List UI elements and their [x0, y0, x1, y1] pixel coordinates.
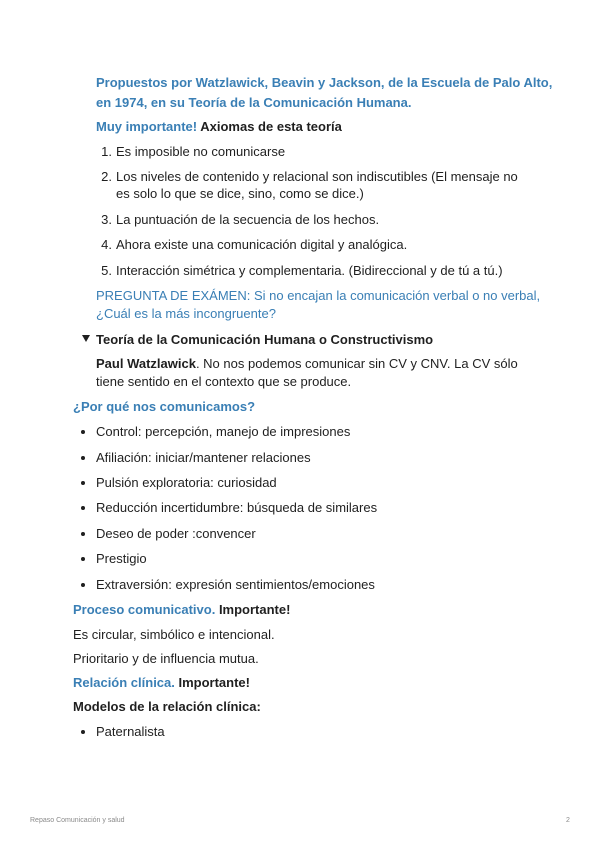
clinical-important: Importante!: [174, 675, 250, 690]
toggle-body-line-1: [96, 355, 518, 372]
intro-line-1: Propuestos por Watzlawick, Beavin y Jackson, de la Escuela de Palo Alto,: [96, 75, 553, 90]
axiom-item: [101, 262, 503, 279]
axiom-text: Ahora existe una comunicación digital y analógica.: [116, 237, 408, 252]
list-item-text: Paternalista: [96, 724, 165, 739]
list-item: [96, 525, 256, 542]
axiom-item: [101, 236, 408, 253]
process-line-2: Prioritario y de influencia mutua.: [73, 651, 259, 666]
bullet-icon: [81, 430, 85, 434]
toggle-body-line-2: tiene sentido en el contexto que se produce.: [96, 374, 352, 389]
process-important: Importante!: [215, 602, 291, 617]
models-heading: Modelos de la relación clínica:: [73, 699, 261, 714]
list-item: [96, 723, 165, 740]
axiom-text: Es imposible no comunicarse: [116, 144, 286, 159]
axiom-item: [101, 143, 286, 160]
toggle-author: Paul Watzlawick: [96, 356, 196, 371]
axiom-text-cont: es solo lo que se dice, sino, como se dice.): [116, 186, 364, 201]
list-item-text: Control: percepción, manejo de impresiones: [96, 424, 351, 439]
axiom-text: La puntuación de la secuencia de los hechos.: [116, 212, 380, 227]
list-item-text: Extraversión: expresión sentimientos/emociones: [96, 577, 375, 592]
page-number: 2: [566, 817, 570, 824]
bullet-icon: [81, 557, 85, 561]
axiom-number: 4.: [101, 237, 112, 252]
axioms-heading: [96, 118, 342, 135]
list-item: [96, 474, 277, 491]
axioms-title: Axiomas de esta teoría: [197, 119, 342, 134]
bullet-icon: [81, 532, 85, 536]
list-item: [96, 499, 377, 516]
list-item-text: Deseo de poder :convencer: [96, 526, 256, 541]
bullet-icon: [81, 506, 85, 510]
list-item: [96, 550, 147, 567]
axiom-item: [101, 211, 380, 228]
intro-line-2: en 1974, en su Teoría de la Comunicación Humana.: [96, 95, 412, 110]
process-heading-label: Proceso comunicativo.: [73, 602, 216, 617]
list-item: [96, 449, 311, 466]
bullet-icon: [81, 730, 85, 734]
list-item-text: Reducción incertidumbre: búsqueda de similares: [96, 500, 378, 515]
process-heading: [73, 601, 290, 618]
bullet-icon: [81, 481, 85, 485]
axiom-text: Los niveles de contenido y relacional son indiscutibles (El mensaje no: [116, 169, 518, 184]
clinical-heading-label: Relación clínica.: [73, 675, 175, 690]
toggle-text: . No nos podemos comunicar sin CV y CNV. La CV sólo: [195, 356, 518, 371]
axiom-number: 3.: [101, 212, 112, 227]
why-heading: ¿Por qué nos comunicamos?: [73, 399, 256, 414]
clinical-heading: [73, 674, 250, 691]
exam-question-line-1: PREGUNTA DE EXÁMEN: Si no encajan la comunicación verbal o no verbal,: [96, 288, 541, 303]
toggle-header[interactable]: [96, 331, 433, 348]
list-item: [96, 576, 375, 593]
axiom-number: 2.: [101, 169, 112, 184]
list-item-text: Pulsión exploratoria: curiosidad: [96, 475, 277, 490]
list-item-text: Prestigio: [96, 551, 147, 566]
axiom-number: 1.: [101, 144, 112, 159]
bullet-icon: [81, 456, 85, 460]
triangle-down-icon[interactable]: [82, 335, 90, 342]
important-label: Muy importante!: [96, 119, 198, 134]
list-item: [96, 423, 350, 440]
list-item-text: Afiliación: iniciar/mantener relaciones: [96, 450, 311, 465]
exam-question-line-2: ¿Cuál es la más incongruente?: [96, 306, 276, 321]
footer-title: Repaso Comunicación y salud: [30, 817, 125, 824]
bullet-icon: [81, 583, 85, 587]
toggle-title: Teoría de la Comunicación Humana o Constructivismo: [96, 332, 434, 347]
axiom-text: Interacción simétrica y complementaria. (Bidireccional y de tú a tú.): [116, 263, 503, 278]
axiom-item: [101, 168, 518, 202]
axiom-number: 5.: [101, 263, 112, 278]
process-line-1: Es circular, simbólico e intencional.: [73, 627, 275, 642]
